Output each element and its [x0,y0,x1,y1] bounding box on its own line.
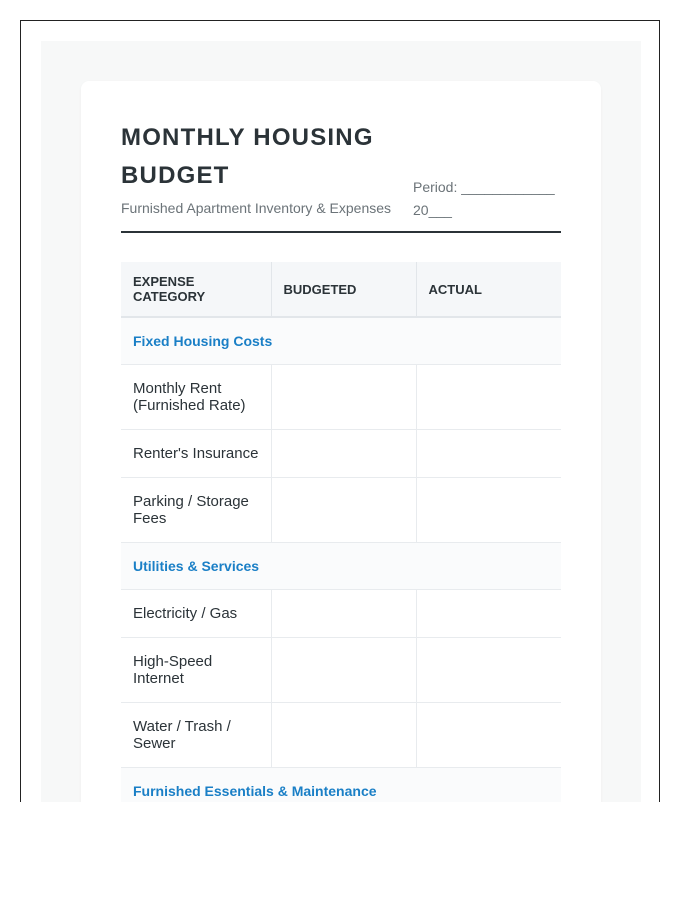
actual-cell[interactable] [416,637,561,702]
actual-cell[interactable] [416,702,561,767]
table-header-row [121,262,561,317]
table-row [121,702,561,767]
document-header [121,119,561,233]
section-heading: Utilities & Services [121,542,561,589]
section-heading: Furnished Essentials & Maintenance [121,767,561,802]
header-actual: ACTUAL [416,262,561,317]
budget-table [121,262,561,802]
header-expense-category: EXPENSE CATEGORY [121,262,271,317]
section-row [121,317,561,364]
table-row [121,477,561,542]
expense-label: Monthly Rent (Furnished Rate) [121,364,271,429]
actual-cell[interactable] [416,589,561,637]
expense-label: Parking / Storage Fees [121,477,271,542]
table-row [121,364,561,429]
expense-label: Water / Trash / Sewer [121,702,271,767]
document-subtitle: Furnished Apartment Inventory & Expenses [121,200,392,216]
expense-label: Renter's Insurance [121,429,271,477]
document-backdrop [41,41,641,802]
budgeted-cell[interactable] [271,477,416,542]
period-year: 20___ [413,202,452,218]
actual-cell[interactable] [416,477,561,542]
budgeted-cell[interactable] [271,702,416,767]
document-title: MONTHLY HOUSING BUDGET [121,124,374,189]
budgeted-cell[interactable] [271,589,416,637]
period-field [413,176,563,222]
section-row [121,767,561,802]
budgeted-cell[interactable] [271,637,416,702]
header-budgeted: BUDGETED [271,262,416,317]
section-heading: Fixed Housing Costs [121,317,561,364]
expense-label: High-Speed Internet [121,637,271,702]
section-row [121,542,561,589]
page-frame [20,20,660,802]
budgeted-cell[interactable] [271,364,416,429]
table-row [121,637,561,702]
period-label: Period: ____________ [413,179,555,195]
expense-label: Electricity / Gas [121,589,271,637]
actual-cell[interactable] [416,364,561,429]
table-row [121,429,561,477]
budget-card [81,81,601,802]
budgeted-cell[interactable] [271,429,416,477]
actual-cell[interactable] [416,429,561,477]
table-row [121,589,561,637]
